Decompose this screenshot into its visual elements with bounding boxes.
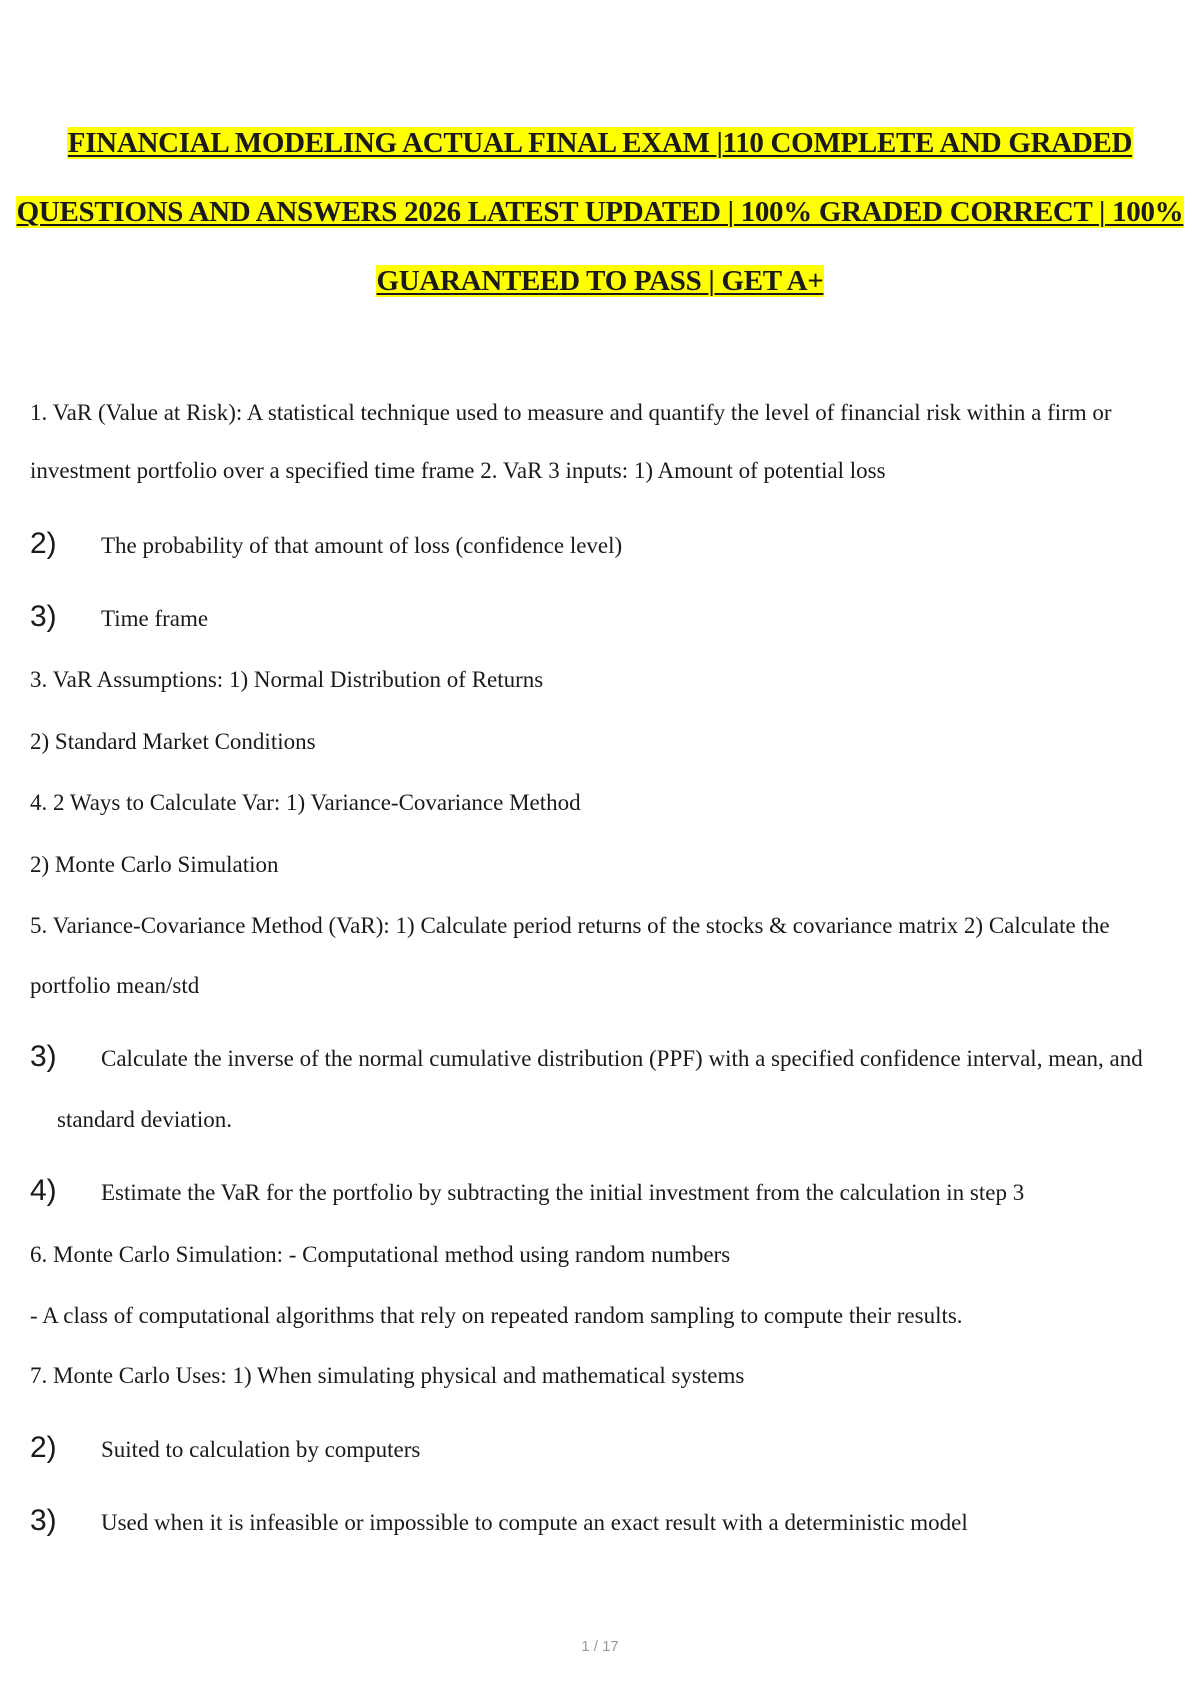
paragraph-1-line-2: investment portfolio over a specified time frame 2. VaR 3 inputs: 1) Amount of potential loss <box>30 458 886 483</box>
document-title-line-3: GUARANTEED TO PASS | GET A+ <box>376 265 824 297</box>
list-item-number: 4) <box>30 1174 57 1207</box>
document-title-line-2: QUESTIONS AND ANSWERS 2026 LATEST UPDATED | 100% GRADED CORRECT | 100% <box>16 196 1184 228</box>
paragraph-monte-carlo-uses: 7. Monte Carlo Uses: 1) When simulating physical and mathematical systems <box>30 1363 745 1388</box>
paragraph-var-assumptions: 3. VaR Assumptions: 1) Normal Distribution of Returns <box>30 667 544 692</box>
paragraph-standard-market: 2) Standard Market Conditions <box>30 729 316 754</box>
document-title-line-1: FINANCIAL MODELING ACTUAL FINAL EXAM |110 COMPLETE AND GRADED <box>67 127 1133 159</box>
paragraph-variance-covariance-line-1: 5. Variance-Covariance Method (VaR): 1) Calculate period returns of the stocks & covariance matrix 2) Calculate the <box>30 913 1110 938</box>
list-item-number: 2) <box>30 527 57 560</box>
paragraph-ways-to-calculate: 4. 2 Ways to Calculate Var: 1) Variance-Covariance Method <box>30 790 581 815</box>
list-item-number: 3) <box>30 1040 57 1073</box>
list-item-text: The probability of that amount of loss (confidence level) <box>101 533 623 558</box>
list-item-number: 3) <box>30 1504 57 1537</box>
paragraph-algorithms: - A class of computational algorithms that rely on repeated random sampling to compute their results. <box>30 1303 963 1328</box>
list-item-number: 2) <box>30 1431 57 1464</box>
paragraph-1-line-1: 1. VaR (Value at Risk): A statistical technique used to measure and quantify the level of financial risk within a firm or <box>30 400 1112 425</box>
paragraph-variance-covariance-line-2: portfolio mean/std <box>30 973 200 998</box>
list-item-text: Time frame <box>101 606 209 631</box>
paragraph-monte-carlo-definition: 6. Monte Carlo Simulation: - Computational method using random numbers <box>30 1242 731 1267</box>
paragraph-monte-carlo-simulation: 2) Monte Carlo Simulation <box>30 852 279 877</box>
list-item-text: Calculate the inverse of the normal cumulative distribution (PPF) with a specified confidence interval, mean, and <box>101 1046 1143 1071</box>
list-item-number: 3) <box>30 600 57 633</box>
list-item-text: Suited to calculation by computers <box>101 1437 421 1462</box>
list-item-continuation: standard deviation. <box>57 1107 233 1132</box>
list-item-text: Estimate the VaR for the portfolio by subtracting the initial investment from the calculation in step 3 <box>101 1180 1025 1205</box>
page-indicator: 1 / 17 <box>581 1638 619 1655</box>
list-item-text: Used when it is infeasible or impossible to compute an exact result with a deterministic model <box>101 1510 968 1535</box>
